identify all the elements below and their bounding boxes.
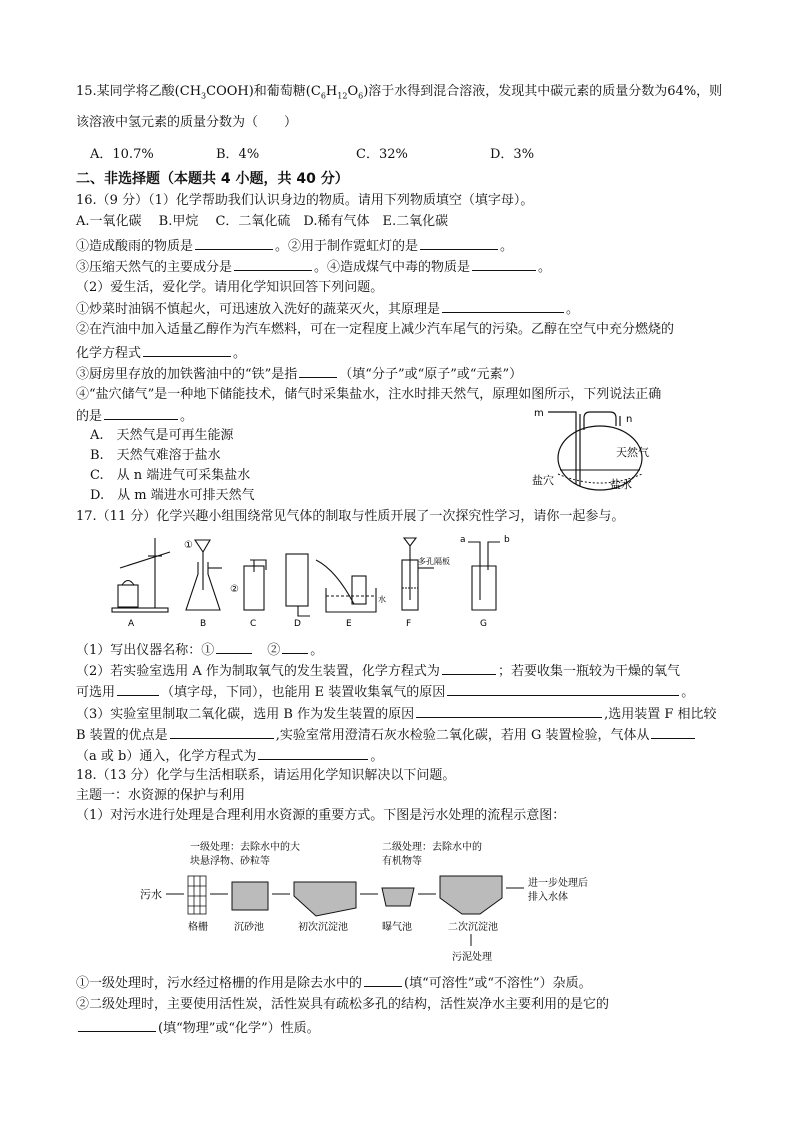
label-out2: 排入水体 — [528, 892, 568, 903]
answer-blank[interactable] — [234, 257, 312, 271]
label-gas: 天然气 — [616, 446, 649, 459]
q16-intro: 16.（9 分）（1）化学帮助我们认识身边的物质。请用下列物质填空（填字母）。 — [76, 193, 534, 208]
answer-blank[interactable] — [364, 973, 402, 987]
section-title: 二、非选择题（本题共 4 小题，共 40 分） — [76, 171, 349, 187]
q15-option-b: B．4% — [216, 147, 260, 162]
label-d: D — [294, 619, 301, 629]
q18-theme: 主题一：水资源的保护与利用 — [76, 788, 246, 803]
q16-option-a: A. 天然气是可再生能源 — [90, 428, 234, 443]
label-out1: 进一步处理后 — [528, 878, 588, 889]
answer-blank[interactable] — [143, 343, 231, 357]
q17-line4: （3）实验室里制取二氧化碳，选用 B 作为发生装置的原因 ,选用装置 F 相比较 — [76, 704, 717, 724]
apparatus-g — [468, 542, 500, 610]
sewage-flow-diagram — [140, 836, 640, 970]
answer-blank[interactable] — [258, 746, 368, 760]
answer-blank[interactable] — [170, 725, 274, 739]
q18-line2: ②二级处理时，主要使用活性炭，活性炭具有疏松多孔的结构，活性炭净水主要利用的是它的 — [76, 997, 610, 1012]
apparatus-e — [316, 560, 376, 612]
q18-intro: 18.（13 分）化学与生活相联系，请运用化学知识解决以下问题。 — [76, 768, 456, 783]
apparatus-a — [112, 538, 170, 612]
label-sludge: 污泥处理 — [452, 952, 492, 963]
label-n: n — [626, 414, 633, 425]
q15-option-c: C．32% — [356, 147, 408, 162]
label-plate: 多孔隔板 — [418, 557, 450, 566]
label-first: 初次沉淀池 — [298, 922, 348, 933]
label-m: m — [534, 408, 544, 419]
q17-line6: （a 或 b）通入，化学方程式为 。 — [76, 746, 383, 766]
salt-cave-figure — [520, 400, 670, 500]
label-sewage: 污水 — [140, 888, 162, 901]
q17-line1: （1）写出仪器名称：① ② 。 — [76, 640, 323, 660]
q16-line7: ④“盐穴储气”是一种地下储能技术，储气时采集盐水，注水时排天然气，原理如图所示，下列说法正确 — [76, 387, 662, 402]
q15-stem-line2: 该溶液中氢元素的质量分数为（ ） — [76, 115, 298, 130]
q16-choices: A.一氧化碳 B.甲烷 C．二氧化硫 D.稀有气体 E.二氧化碳 — [76, 214, 449, 229]
label-g: G — [480, 619, 487, 629]
label-grid: 格栅 — [188, 922, 208, 933]
answer-blank[interactable] — [282, 640, 308, 654]
apparatus-c — [244, 560, 266, 610]
label-c: C — [250, 619, 257, 629]
label-water: 水 — [378, 595, 386, 604]
answer-blank[interactable] — [442, 661, 496, 675]
q17-intro: 17.（11 分）化学兴趣小组围绕常见气体的制取与性质开展了一次探究性学习，请你一起参与。 — [76, 509, 625, 524]
label-b-port: b — [504, 535, 510, 545]
stage2-desc-a: 二级处理：去除水中的 — [382, 842, 482, 853]
q15-stem: 15.某同学将乙酸$(CH_3COOH)$和葡萄糖$(C_6H_{12}O_6)$溶于水得到混合溶液，发现其中碳元素的质量分数为64%，则 — [76, 84, 723, 101]
q16-line6: ③厨房里存放的加铁酱油中的“铁”是指 （填“分子”或“原子”或“元素”） — [76, 364, 522, 384]
label-second: 二次沉淀池 — [448, 922, 498, 933]
q17-line2: （2）若实验室选用 A 作为制取氧气的发生装置，化学方程式为 ；若要收集一瓶较为干燥的氧气 — [76, 661, 680, 681]
answer-blank[interactable] — [117, 682, 159, 696]
label-aer: 曝气池 — [382, 922, 412, 933]
label-brine: 盐水 — [610, 478, 632, 491]
sand-tank — [232, 882, 268, 910]
label-e: E — [346, 619, 352, 629]
q16-option-b: B. 天然气难溶于盐水 — [90, 448, 221, 463]
q17-line3: 可选用 （填字母，下同），也能用 E 装置收集氧气的原因 。 — [76, 682, 694, 702]
stage1-desc-b: 块悬浮物、砂粒等 — [190, 856, 270, 867]
q16-line8: 的是 。 — [76, 406, 193, 426]
answer-blank[interactable] — [420, 236, 498, 250]
aeration-tank — [382, 888, 414, 906]
q16-option-c: C. 从 n 端进气可采集盐水 — [90, 468, 251, 483]
label-sand: 沉砂池 — [234, 922, 264, 933]
q17-line5: B 装置的优点是 ,实验室常用澄清石灰水检验二氧化碳，若用 G 装置检验，气体从 — [76, 725, 697, 745]
label-c1: ① — [184, 540, 193, 551]
q16-line5: 化学方程式 。 — [76, 343, 246, 363]
second-settling-tank — [440, 876, 502, 914]
q16-part2: （2）爱生活，爱化学。请用化学知识回答下列问题。 — [76, 280, 384, 295]
answer-blank[interactable] — [472, 257, 536, 271]
stage1-desc-a: 一级处理：去除水中的大 — [190, 842, 300, 853]
answer-blank[interactable] — [104, 406, 178, 420]
answer-blank[interactable] — [299, 364, 337, 378]
q18-p1: （1）对污水进行处理是合理利用水资源的重要方式。下图是污水处理的流程示意图： — [76, 808, 566, 823]
q18-line1: ①一级处理时，污水经过格栅的作用是除去水中的 (填“可溶性”或“不溶性”）杂质。 — [76, 973, 592, 993]
label-a: A — [128, 619, 135, 629]
label-c2: ② — [230, 584, 239, 595]
q16-line4: ②在汽油中加入适量乙醇作为汽车燃料，可在一定程度上减少汽车尾气的污染。乙醇在空气中充分燃烧的 — [76, 322, 675, 337]
q15-option-a: A．10.7% — [90, 147, 154, 162]
q16-line1: ①造成酸雨的物质是 。②用于制作霓虹灯的是 。 — [76, 236, 513, 256]
label-b: B — [200, 619, 207, 629]
answer-blank[interactable] — [447, 682, 679, 696]
apparatus-f — [402, 538, 434, 610]
answer-blank[interactable] — [78, 1018, 156, 1032]
stage2-desc-b: 有机物等 — [382, 856, 422, 867]
grid-screen — [188, 876, 206, 914]
q15-option-d: D．3% — [490, 147, 535, 162]
answer-blank[interactable] — [416, 704, 602, 718]
first-settling-tank — [294, 882, 356, 916]
q16-option-d: D. 从 m 端进水可排天然气 — [90, 488, 255, 503]
q18-line3: (填“物理”或“化学”）性质。 — [76, 1018, 320, 1038]
answer-blank[interactable] — [651, 725, 695, 739]
q16-line2: ③压缩天然气的主要成分是 。④造成煤气中毒的物质是 。 — [76, 257, 551, 277]
q16-line3: ①炒菜时油锅不慎起火，可迅速放入洗好的蔬菜灭火，其原理是 。 — [76, 299, 579, 319]
label-f: F — [406, 619, 412, 629]
apparatus-d — [286, 554, 310, 616]
apparatus-figure — [100, 530, 530, 635]
answer-blank[interactable] — [195, 236, 273, 250]
label-cave: 盐穴 — [532, 474, 554, 487]
answer-blank[interactable] — [442, 299, 564, 313]
label-a-port: a — [460, 535, 466, 545]
answer-blank[interactable] — [216, 640, 252, 654]
